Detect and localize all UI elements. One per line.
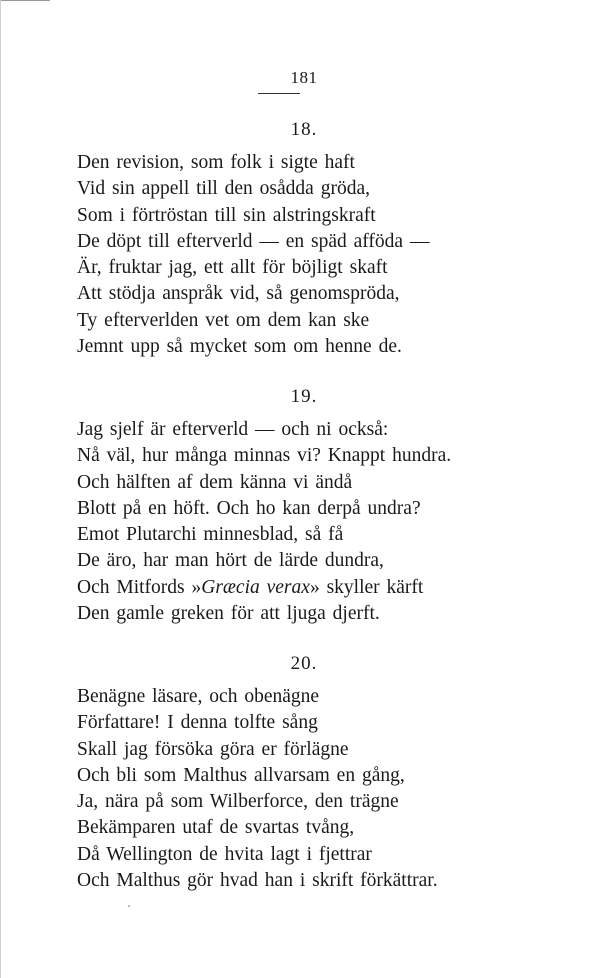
verse-line: Jemnt upp så mycket som om henne de. bbox=[77, 336, 402, 358]
verse-line: Att stödja anspråk vid, så genomspröda, bbox=[77, 283, 400, 305]
verse-line: Vid sin appell till den osådda gröda, bbox=[77, 178, 370, 200]
verse-line: Och Malthus gör hvad han i skrift förkättrar. bbox=[77, 870, 438, 892]
verse-line: Ty efterverlden vet om dem kan ske bbox=[77, 309, 370, 331]
italic-title-graecia-verax: Græcia verax bbox=[201, 576, 310, 598]
verse-line: Bekämparen utaf de svartas tvång, bbox=[77, 817, 355, 839]
left-edge-rule bbox=[0, 0, 1, 978]
verse-line: Författare! I denna tolfte sång bbox=[77, 712, 318, 734]
stanza-20 bbox=[77, 684, 517, 894]
verse-line: Är, fruktar jag, ett allt för böjligt skaft bbox=[77, 257, 388, 279]
stanza-number-19: 19. bbox=[290, 386, 318, 407]
verse-line: Benägne läsare, och obenägne bbox=[77, 686, 320, 707]
verse-fragment: Och Mitfords » bbox=[77, 576, 202, 598]
verse-line: Skall jag försöka göra er förlägne bbox=[77, 738, 349, 760]
top-edge-rule bbox=[0, 0, 50, 1]
verse-line: Den gamle greken för att ljuga djerft. bbox=[77, 603, 380, 625]
verse-line: Som i förtröstan till sin alstringskraft bbox=[77, 204, 376, 226]
verse-line: Emot Plutarchi minnesblad, så få bbox=[77, 524, 344, 546]
verse-line: Ja, nära på som Wilberforce, den trägne bbox=[77, 791, 399, 813]
verse-line: De äro, har man hört de lärde dundra, bbox=[77, 550, 384, 572]
page-number: 181 bbox=[290, 68, 318, 87]
paper-speck bbox=[128, 905, 130, 907]
stanza-18 bbox=[77, 150, 517, 360]
verse-line: Då Wellington de hvita lagt i fjettrar bbox=[77, 843, 372, 865]
stanza-number-20: 20. bbox=[290, 653, 318, 674]
verse-line: Nå väl, hur många minnas vi? Knappt hundra. bbox=[77, 445, 452, 467]
verse-line: Blott på en höft. Och ho kan derpå undra? bbox=[77, 497, 421, 519]
verse-fragment: » skyller kärft bbox=[309, 576, 424, 598]
verse-line-mitford bbox=[77, 575, 517, 601]
verse-line: De döpt till efterverld — en späd afföda — bbox=[77, 230, 430, 252]
stanza-19 bbox=[77, 417, 517, 627]
verse-line: Och bli som Malthus allvarsam en gång, bbox=[77, 764, 405, 786]
verse-line: Jag sjelf är efterverld — och ni också: bbox=[77, 419, 389, 440]
stanza-number-18: 18. bbox=[290, 119, 318, 140]
page-number-underline bbox=[258, 93, 300, 94]
verse-line: Och hälften af dem känna vi ändå bbox=[77, 471, 353, 493]
verse-line: Den revision, som folk i sigte haft bbox=[77, 152, 355, 173]
